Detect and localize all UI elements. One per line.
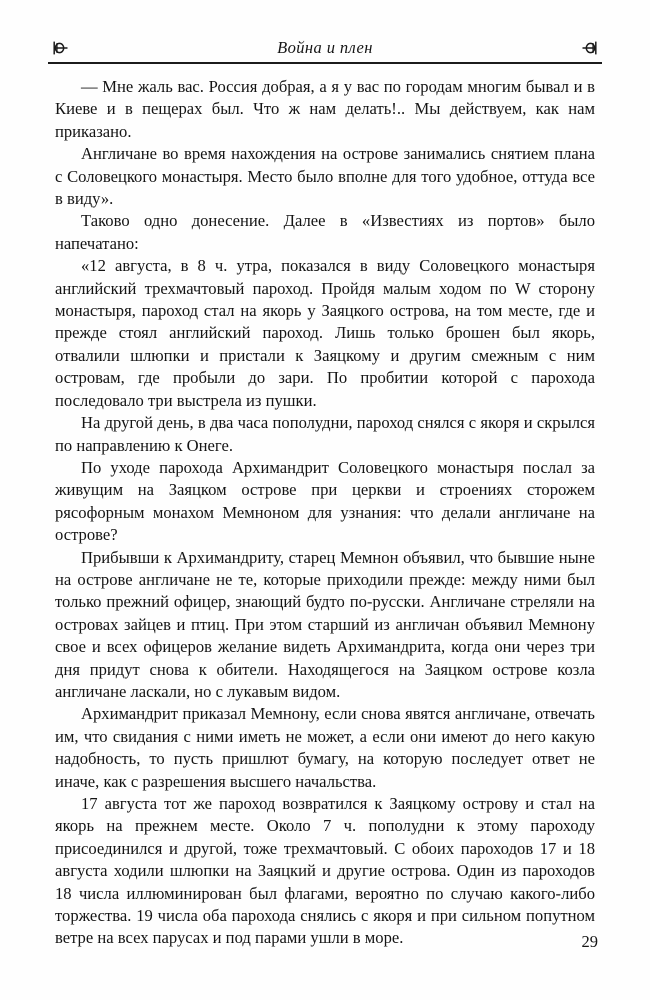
fleuron-ornament-icon (48, 37, 70, 59)
running-head (48, 36, 602, 66)
paragraph: Архимандрит приказал Мемнону, если снова явятся англичане, отвечать им, что свидания с ними иметь не может, а если они имеют до него какую надобность, то пусть пришлют бумагу, на которую последует ответ не иначе, как с разрешения высшего начальства. (55, 704, 595, 791)
paragraph: Таково одно донесение. Далее в «Известиях из портов» было напечатано: (55, 211, 595, 253)
body-text (55, 76, 595, 950)
paragraph: Англичане во время нахождения на острове занимались снятием плана с Соловецкого монастыря. Место было вполне для того удобное, оттуда все в виду». (55, 144, 595, 209)
paragraph: — Мне жаль вас. Россия добрая, а я у вас по городам многим бывал и в Киеве и в пещерах был. Что ж нам делать!.. Мы действуем, как нам приказано. (55, 77, 595, 141)
fleuron-ornament-icon (580, 37, 602, 59)
paragraph: По уходе парохода Архимандрит Соловецкого монастыря послал за живущим на Заяцком острове при церкви и строениях сторожем рясофорным монахом Мемноном для узнания: что делали англичане на острове? (55, 457, 595, 545)
running-head-rule (48, 62, 602, 64)
running-head-title: Война и плен (277, 38, 373, 57)
running-head-inner (48, 36, 602, 60)
paragraph: На другой день, в два часа пополудни, пароход снялся с якоря и скрылся по направлению к Онеге. (55, 413, 595, 455)
paragraph: Прибывши к Архимандриту, старец Мемнон объявил, что бывшие ныне на острове англичане не те, которые приходили прежде: между ними был только прежний офицер, знающий будто по-русски. Англичане стреляли на островах зайцев и птиц. При этом старший из англичан объявил Мемнону свое и всех офицеров желание видеть Архимандрита, когда они через три дня придут снова к обители. Находящегося на Заяцком острове козла англичане ласкали, но с лукавым видом. (55, 547, 595, 701)
page-number: 29 (581, 932, 598, 951)
paragraph: «12 августа, в 8 ч. утра, показался в виду Соловецкого монастыря английский трехмачтовый пароход. Пройдя малым ходом по W сторону монастыря, пароход стал на якорь у Заяцкого острова, на том месте, где и прежде стоял английский пароход. Лишь только брошен был якорь, отвалили шлюпки и пристали к Заяцкому и другим смежным с ним островам, где пробыли до зари. По пробитии которой с парохода последовало три выстрела из пушки. (55, 256, 595, 410)
paragraph: 17 августа тот же пароход возвратился к Заяцкому острову и стал на якорь на прежнем месте. Около 7 ч. пополудни к этому пароходу присоединился и другой, тоже трехмачтовый. С обоих пароходов 17 и 18 августа ходили шлюпки на Заяцкий и другие острова. Один из пароходов 18 числа иллюминирован был флагами, вероятно по случаю какого-либо торжества. 19 числа оба парохода снялись с якоря и при сильном попутном ветре на всех парусах и под парами ушли в море. (55, 794, 595, 948)
